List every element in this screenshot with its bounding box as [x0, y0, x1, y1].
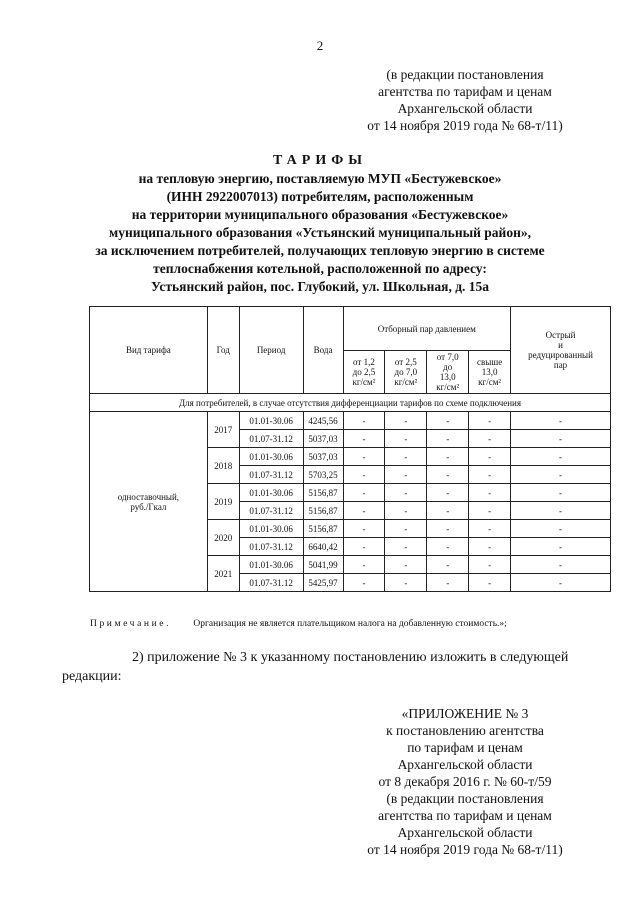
steam-3-cell: - — [427, 520, 469, 538]
header-sharp-steam: Острый и редуцированный пар — [511, 307, 611, 394]
water-cell: 5156,87 — [303, 520, 343, 538]
header-water: Вода — [303, 307, 343, 394]
steam-4-cell: - — [469, 538, 511, 556]
bottom-appendix-note — [340, 705, 590, 858]
note-text: Организация не является плательщиком налога на добавленную стоимость.»; — [193, 619, 507, 629]
steam-3-cell: - — [427, 484, 469, 502]
year-cell: 2017 — [207, 412, 239, 448]
header-steam-3: от 7,0 до 13,0 кг/см² — [427, 351, 469, 394]
steam-3-cell: - — [427, 556, 469, 574]
water-cell: 5425,97 — [303, 574, 343, 592]
year-cell: 2021 — [207, 556, 239, 592]
period-cell: 01.01-30.06 — [239, 520, 303, 538]
subtitle-line: муниципального образования «Устьянский муниципальный район», — [109, 225, 531, 240]
subtitle-line: теплоснабжения котельной, расположенной по адресу: — [153, 261, 487, 276]
period-cell: 01.07-31.12 — [239, 466, 303, 484]
page-number: 2 — [316, 38, 324, 53]
steam-3-cell: - — [427, 448, 469, 466]
water-cell: 6640,42 — [303, 538, 343, 556]
bottom-note-line: «ПРИЛОЖЕНИЕ № 3 — [401, 706, 529, 721]
steam-2-cell: - — [385, 448, 427, 466]
steam-1-cell: - — [343, 466, 385, 484]
bottom-note-line: Архангельской области — [397, 757, 533, 772]
sharp-steam-cell: - — [511, 448, 611, 466]
steam-2-cell: - — [385, 538, 427, 556]
year-cell: 2018 — [207, 448, 239, 484]
bottom-note-line: по тарифам и ценам — [407, 740, 523, 755]
steam-3-cell: - — [427, 574, 469, 592]
bottom-note-line: Архангельской области — [397, 825, 533, 840]
header-period: Период — [239, 307, 303, 394]
subtitle-line: на территории муниципального образования «Бестужевское» — [131, 207, 509, 222]
steam-4-cell: - — [469, 484, 511, 502]
steam-4-cell: - — [469, 556, 511, 574]
steam-1-cell: - — [343, 430, 385, 448]
period-cell: 01.07-31.12 — [239, 574, 303, 592]
header-steam-1: от 1,2 до 2,5 кг/см² — [343, 351, 385, 394]
water-cell: 5156,87 — [303, 484, 343, 502]
steam-2-cell: - — [385, 466, 427, 484]
period-cell: 01.07-31.12 — [239, 538, 303, 556]
steam-2-cell: - — [385, 412, 427, 430]
sharp-steam-cell: - — [511, 556, 611, 574]
steam-3-cell: - — [427, 538, 469, 556]
header-steam-4: свыше 13,0 кг/см² — [469, 351, 511, 394]
sharp-steam-cell: - — [511, 484, 611, 502]
steam-1-cell: - — [343, 484, 385, 502]
sharp-steam-cell: - — [511, 538, 611, 556]
steam-3-cell: - — [427, 430, 469, 448]
bottom-note-line: агентства по тарифам и ценам — [378, 808, 552, 823]
period-cell: 01.01-30.06 — [239, 412, 303, 430]
bottom-note-line: к постановлению агентства — [386, 723, 544, 738]
steam-1-cell: - — [343, 574, 385, 592]
tariff-table — [89, 306, 611, 592]
steam-2-cell: - — [385, 520, 427, 538]
steam-2-cell: - — [385, 574, 427, 592]
steam-2-cell: - — [385, 484, 427, 502]
bottom-note-line: от 14 ноября 2019 года № 68-т/11) — [367, 842, 563, 857]
steam-3-cell: - — [427, 412, 469, 430]
sharp-steam-cell: - — [511, 502, 611, 520]
period-cell: 01.01-30.06 — [239, 484, 303, 502]
steam-1-cell: - — [343, 538, 385, 556]
year-cell: 2019 — [207, 484, 239, 520]
steam-4-cell: - — [469, 502, 511, 520]
sharp-steam-cell: - — [511, 412, 611, 430]
steam-2-cell: - — [385, 502, 427, 520]
water-cell: 4245,56 — [303, 412, 343, 430]
year-cell: 2020 — [207, 520, 239, 556]
steam-4-cell: - — [469, 448, 511, 466]
page-title: ТАРИФЫ — [273, 153, 367, 168]
subtitle-line: за исключением потребителей, получающих тепловую энергию в системе — [95, 243, 545, 258]
top-note-line: (в редакции постановления — [386, 67, 544, 82]
steam-1-cell: - — [343, 502, 385, 520]
water-cell: 5037,03 — [303, 430, 343, 448]
steam-2-cell: - — [385, 556, 427, 574]
steam-4-cell: - — [469, 520, 511, 538]
water-cell: 5703,25 — [303, 466, 343, 484]
header-year: Год — [207, 307, 239, 394]
sharp-steam-cell: - — [511, 574, 611, 592]
header-steam-group: Отборный пар давлением — [343, 307, 511, 351]
sharp-steam-cell: - — [511, 466, 611, 484]
top-note-line: Архангельской области — [397, 101, 533, 116]
top-note-line: агентства по тарифам и ценам — [378, 84, 552, 99]
water-cell: 5041,99 — [303, 556, 343, 574]
period-cell: 01.01-30.06 — [239, 556, 303, 574]
water-cell: 5156,87 — [303, 502, 343, 520]
subtitle-line: на тепловую энергию, поставляемую МУП «Бестужевское» — [138, 171, 502, 186]
steam-4-cell: - — [469, 574, 511, 592]
sharp-steam-cell: - — [511, 520, 611, 538]
bottom-note-line: (в редакции постановления — [386, 791, 544, 806]
amendment-paragraph: 2) приложение № 3 к указанному постановлению изложить в следующей редакции: — [62, 650, 569, 684]
water-cell: 5037,03 — [303, 448, 343, 466]
steam-3-cell: - — [427, 502, 469, 520]
steam-1-cell: - — [343, 448, 385, 466]
period-cell: 01.07-31.12 — [239, 430, 303, 448]
subtitle-line: Устьянский район, пос. Глубокий, ул. Школьная, д. 15а — [150, 279, 490, 294]
subtitle-line: (ИНН 2922007013) потребителям, расположенным — [166, 189, 474, 204]
steam-3-cell: - — [427, 466, 469, 484]
sharp-steam-cell: - — [511, 430, 611, 448]
period-cell: 01.07-31.12 — [239, 502, 303, 520]
top-edition-note — [335, 66, 595, 134]
note-label: Примечание. — [90, 619, 172, 629]
period-cell: 01.01-30.06 — [239, 448, 303, 466]
top-note-line: от 14 ноября 2019 года № 68-т/11) — [367, 118, 563, 133]
section-label: Для потребителей, в случае отсутствия дифференциации тарифов по схеме подключения — [90, 394, 611, 412]
steam-4-cell: - — [469, 466, 511, 484]
steam-1-cell: - — [343, 412, 385, 430]
steam-1-cell: - — [343, 520, 385, 538]
tariff-type-cell: одноставочный, руб./Гкал — [90, 412, 208, 592]
bottom-note-line: от 8 декабря 2016 г. № 60-т/59 — [378, 774, 552, 789]
table-note — [90, 619, 507, 629]
header-tariff-type: Вид тарифа — [90, 307, 208, 394]
steam-1-cell: - — [343, 556, 385, 574]
tariff-heading — [60, 152, 580, 296]
header-steam-2: от 2,5 до 7,0 кг/см² — [385, 351, 427, 394]
steam-4-cell: - — [469, 412, 511, 430]
steam-2-cell: - — [385, 430, 427, 448]
steam-4-cell: - — [469, 430, 511, 448]
